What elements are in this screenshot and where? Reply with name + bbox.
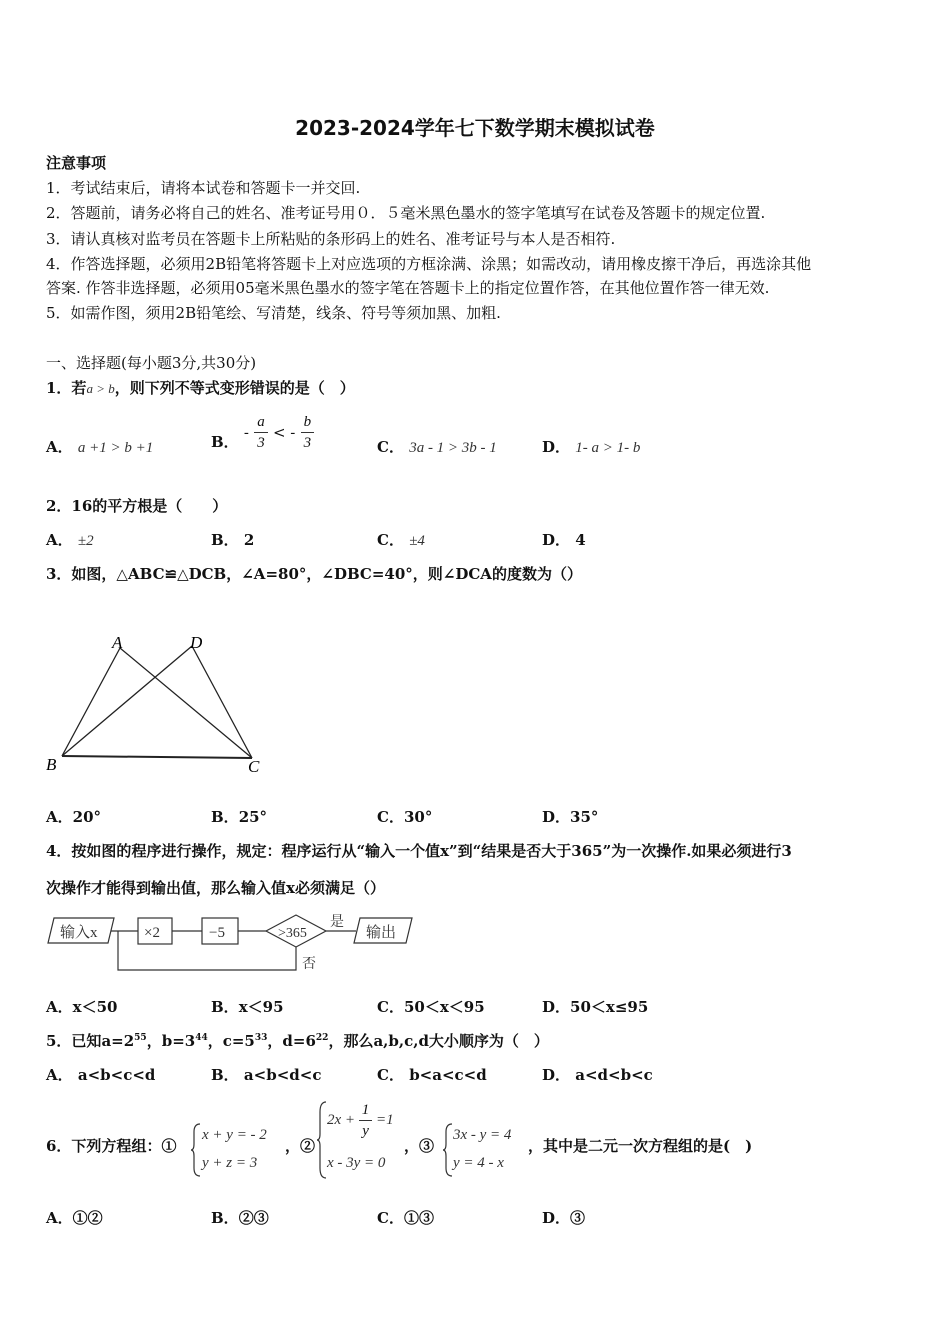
question-6-sep3: ，③ <box>404 1137 435 1155</box>
flow-times-label: ×2 <box>144 925 160 941</box>
q1-option-a[interactable]: A． a +1 > b +1 <box>46 438 154 456</box>
q6-option-a[interactable]: A．①② <box>46 1209 103 1227</box>
flow-output-label: 输出 <box>366 925 397 941</box>
q1-option-d[interactable]: D． 1- a > 1- b <box>542 438 641 456</box>
system1-eq1: x + y = - 2 <box>202 1127 267 1143</box>
question-3-stem: 3．如图，△ABC≌△DCB，∠A=80°，∠DBC=40°，则∠DCA的度数为（） <box>46 565 582 583</box>
brace-icon <box>190 1122 202 1178</box>
flow-minus-label: −5 <box>209 925 225 941</box>
q3-option-d[interactable]: D．35° <box>542 808 599 826</box>
system3-eq2: y = 4 - x <box>453 1155 504 1171</box>
question-4-stem-line2: 次操作才能得到输出值，那么输入值x必须满足（） <box>46 879 385 897</box>
system2-eq1: 2x + $\frac{1}{y}$ =1 <box>327 1102 394 1139</box>
q3-option-a[interactable]: A．20° <box>46 808 102 826</box>
q4-option-d[interactable]: D．50＜x≤95 <box>542 998 649 1016</box>
notice-item: 5．如需作图，须用2B铅笔绘、写清楚，线条、符号等须加黑、加粗. <box>46 304 501 322</box>
system3-eq1: 3x - y = 4 <box>453 1127 512 1143</box>
q2-option-c[interactable]: C． ±4 <box>377 531 425 549</box>
question-6-sep2: ，② <box>285 1137 316 1155</box>
q6-option-c[interactable]: C．①③ <box>377 1209 434 1227</box>
notice-item: 4．作答选择题，必须用2B铅笔将答题卡上对应选项的方框涂满、涂黑；如需改动，请用橡皮擦干净后，再选涂其他 <box>46 255 812 273</box>
notice-item: 1．考试结束后，请将本试卷和答题卡一并交回. <box>46 179 361 197</box>
flowchart-figure <box>44 910 424 976</box>
flow-no-label: 否 <box>302 957 316 972</box>
q2-option-d[interactable]: D． 4 <box>542 531 586 549</box>
notice-item: 2．答题前，请务必将自己的姓名、准考证号用０．５毫米黑色墨水的签字笔填写在试卷及答题卡的规定位置. <box>46 204 766 222</box>
point-label-d: D <box>190 633 203 652</box>
q4-option-b[interactable]: B．x＜95 <box>211 998 284 1016</box>
question-4-stem-line1: 4．按如图的程序进行操作，规定：程序运行从“输入一个值x”到“结果是否大于365”为一次操作.如果必须进行3 <box>46 842 792 860</box>
notice-item: 3．请认真核对监考员在答题卡上所粘贴的条形码上的姓名、准考证号与本人是否相符. <box>46 230 616 248</box>
q5-option-d[interactable]: D． a<d<b<c <box>542 1066 653 1084</box>
point-label-a: A <box>112 633 123 652</box>
q5-option-a[interactable]: A． a<b<c<d <box>46 1066 156 1084</box>
flow-compare-label: >365 <box>278 926 307 941</box>
point-label-b: B <box>46 755 57 774</box>
question-6-prefix: 6．下列方程组：① <box>46 1137 177 1155</box>
q6-option-b[interactable]: B．②③ <box>211 1209 269 1227</box>
q1-option-c[interactable]: C． 3a - 1 > 3b - 1 <box>377 438 497 456</box>
page-title: 2023-2024学年七下数学期末模拟试卷 <box>295 116 655 140</box>
point-label-c: C <box>248 757 260 776</box>
system2-eq2: x - 3y = 0 <box>327 1155 386 1171</box>
question-2-stem: 2．16的平方根是（ ） <box>46 497 228 515</box>
q5-option-b[interactable]: B． a<b<d<c <box>211 1066 322 1084</box>
notice-heading: 注意事项 <box>46 154 107 172</box>
question-1-stem: 1．若a > b，则下列不等式变形错误的是（ ） <box>46 379 355 397</box>
question-6-suffix: ，其中是二元一次方程组的是( ) <box>528 1137 753 1155</box>
q4-option-a[interactable]: A．x＜50 <box>46 998 118 1016</box>
flow-yes-label: 是 <box>330 915 344 930</box>
q6-option-d[interactable]: D．③ <box>542 1209 586 1227</box>
q3-option-c[interactable]: C．30° <box>377 808 433 826</box>
system1-eq2: y + z = 3 <box>202 1155 258 1171</box>
q5-option-c[interactable]: C． b<a<c<d <box>377 1066 487 1084</box>
q1-option-b[interactable]: B． - $\frac{a}{3}$ < - $\frac{b}{3}$ <box>211 412 314 453</box>
q4-option-c[interactable]: C．50＜x＜95 <box>377 998 485 1016</box>
notice-item: 答案. 作答非选择题，必须用05毫米黑色墨水的签字笔在答题卡上的指定位置作答，在其他位置作答一律无效. <box>46 279 770 297</box>
q2-option-a[interactable]: A． ±2 <box>46 531 94 549</box>
q2-option-b[interactable]: B． 2 <box>211 531 255 549</box>
question-5-stem: 5．已知$a=2^{55}$，$b=3^{44}$，$c=5^{33}$，$d=6^{22}$，那么a,b,c,d大小顺序为（ ） <box>46 1032 549 1050</box>
q3-option-b[interactable]: B．25° <box>211 808 268 826</box>
triangle-figure <box>40 628 280 778</box>
section-heading: 一、选择题(每小题3分,共30分) <box>46 354 257 372</box>
flow-input-label: 输入x <box>60 925 98 941</box>
